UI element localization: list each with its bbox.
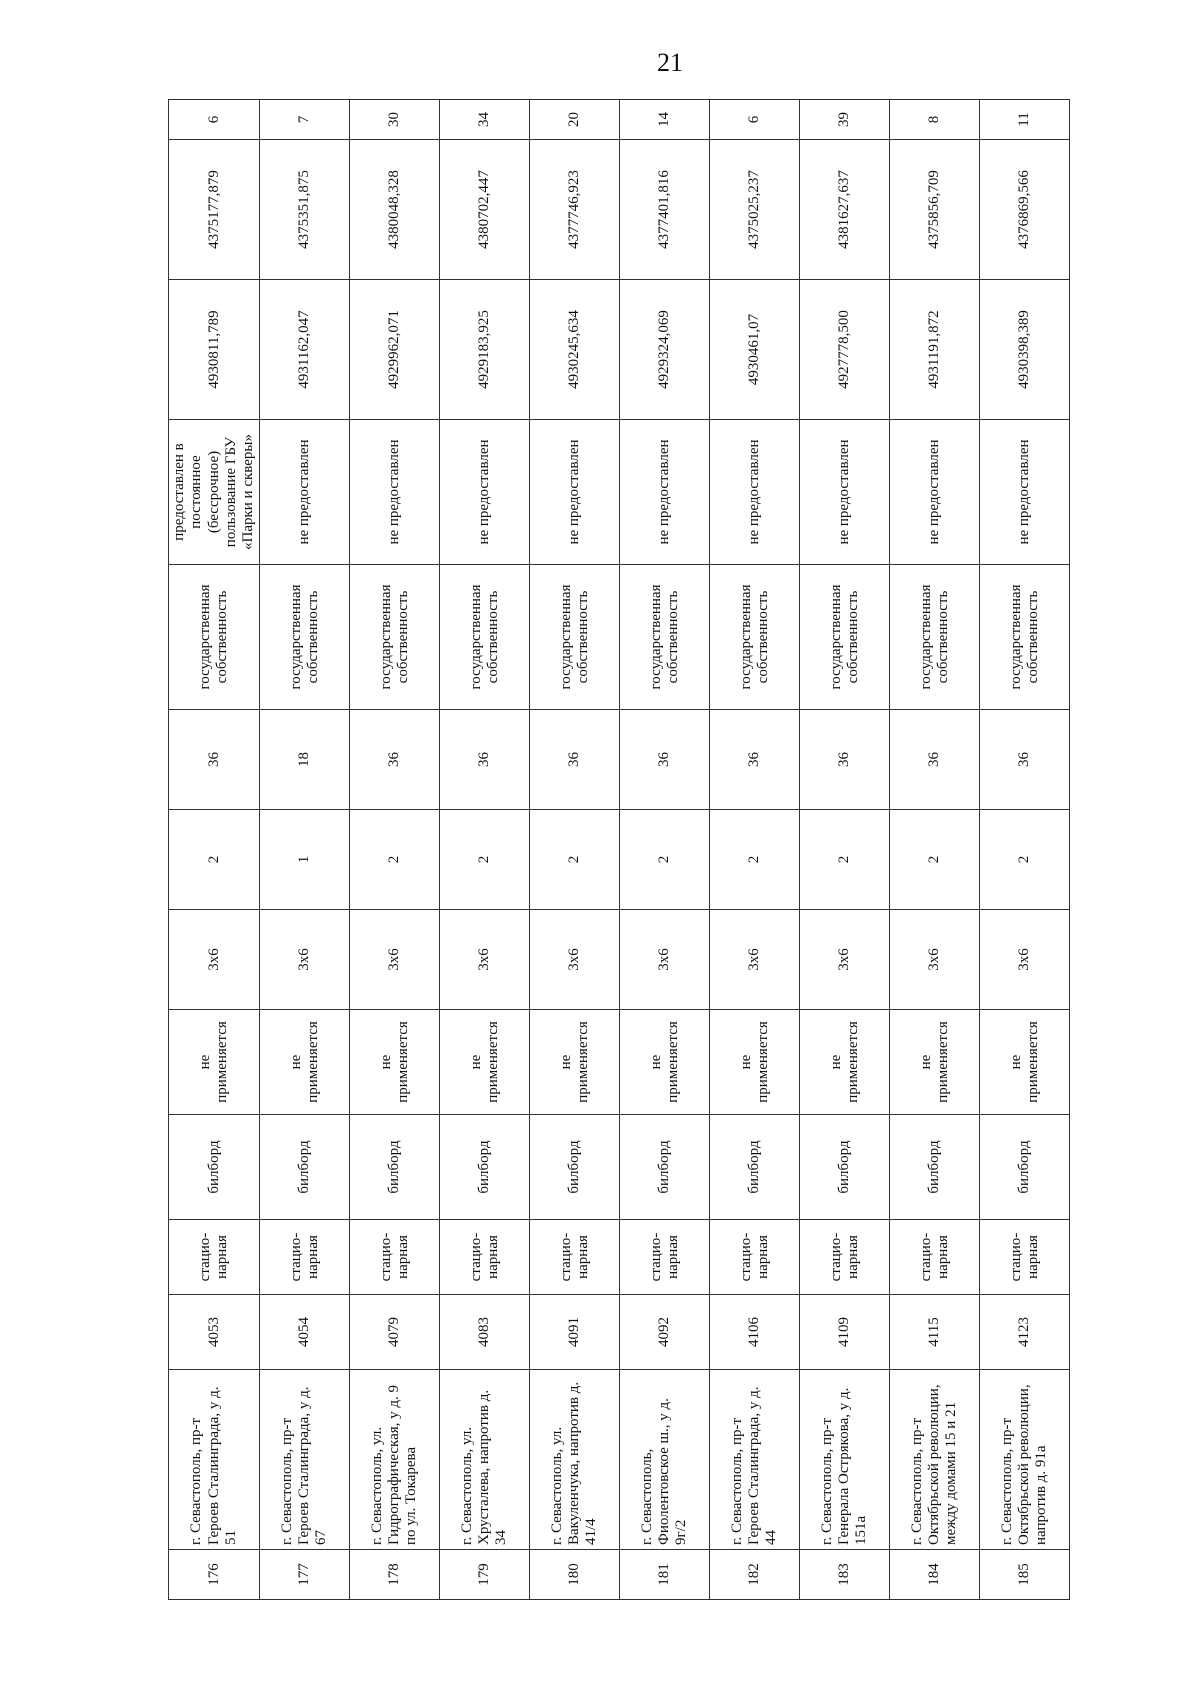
construction-type: билборд xyxy=(620,1115,710,1220)
coord-y: 4375351,875 xyxy=(260,140,350,280)
technology: не применяется xyxy=(169,1010,260,1115)
land-usage: не предоставлен xyxy=(350,420,440,565)
land-usage: предоставлен в постоянное (бессрочное) пользование ГБУ «Парки и скверы» xyxy=(169,420,260,565)
sides-count: 2 xyxy=(530,810,620,910)
coord-y: 4377746,923 xyxy=(530,140,620,280)
construction-type: билборд xyxy=(260,1115,350,1220)
zone-number: 6 xyxy=(169,100,260,140)
sides-count: 2 xyxy=(980,810,1070,910)
placement-id: 4091 xyxy=(530,1295,620,1370)
size: 3х6 xyxy=(350,910,440,1010)
placement-id: 4079 xyxy=(350,1295,440,1370)
row-number: 182 xyxy=(710,1550,800,1600)
address-cell: г. Севастополь, пр-т Героев Сталинграда, у д. 67 xyxy=(260,1370,350,1550)
area: 36 xyxy=(800,710,890,810)
ownership: государственная собственность xyxy=(440,565,530,710)
area: 36 xyxy=(440,710,530,810)
technology: не применяется xyxy=(620,1010,710,1115)
placement-id: 4123 xyxy=(980,1295,1070,1370)
technology: не применяется xyxy=(530,1010,620,1115)
row-number: 181 xyxy=(620,1550,710,1600)
area: 36 xyxy=(620,710,710,810)
table-row xyxy=(710,100,800,1600)
ownership: государственная собственность xyxy=(890,565,980,710)
address-cell: г. Севастополь, пр-т Октябрьской революции, между домами 15 и 21 xyxy=(890,1370,980,1550)
coord-x: 4929324,069 xyxy=(620,280,710,420)
row-number: 177 xyxy=(260,1550,350,1600)
address-cell: г. Севастополь, Фиолентовское ш., у д. 9г/2 xyxy=(620,1370,710,1550)
sides-count: 2 xyxy=(440,810,530,910)
area: 36 xyxy=(710,710,800,810)
table-row xyxy=(169,100,260,1600)
coord-y: 4377401,816 xyxy=(620,140,710,280)
ownership: государственная собственность xyxy=(169,565,260,710)
placement-id: 4083 xyxy=(440,1295,530,1370)
zone-number: 8 xyxy=(890,100,980,140)
area: 36 xyxy=(890,710,980,810)
row-number: 180 xyxy=(530,1550,620,1600)
placement-kind: стацио-нарная xyxy=(620,1220,710,1295)
placement-kind: стацио-нарная xyxy=(530,1220,620,1295)
size: 3х6 xyxy=(980,910,1070,1010)
construction-type: билборд xyxy=(440,1115,530,1220)
technology: не применяется xyxy=(350,1010,440,1115)
row-number: 179 xyxy=(440,1550,530,1600)
construction-type: билборд xyxy=(169,1115,260,1220)
sides-count: 2 xyxy=(169,810,260,910)
area: 36 xyxy=(169,710,260,810)
coord-x: 4931162,047 xyxy=(260,280,350,420)
construction-type: билборд xyxy=(530,1115,620,1220)
address-cell: г. Севастополь, пр-т Героев Сталинграда, у д. 44 xyxy=(710,1370,800,1550)
coord-y: 4380048,328 xyxy=(350,140,440,280)
placement-id: 4106 xyxy=(710,1295,800,1370)
placement-id: 4053 xyxy=(169,1295,260,1370)
placement-id: 4054 xyxy=(260,1295,350,1370)
table-row xyxy=(620,100,710,1600)
table-row xyxy=(530,100,620,1600)
size: 3х6 xyxy=(530,910,620,1010)
ownership: государственная собственность xyxy=(710,565,800,710)
zone-number: 6 xyxy=(710,100,800,140)
area: 36 xyxy=(530,710,620,810)
coord-y: 4376869,566 xyxy=(980,140,1070,280)
construction-type: билборд xyxy=(890,1115,980,1220)
table-row xyxy=(260,100,350,1600)
ownership: государственная собственность xyxy=(620,565,710,710)
zone-number: 39 xyxy=(800,100,890,140)
coord-y: 4375856,709 xyxy=(890,140,980,280)
size: 3х6 xyxy=(169,910,260,1010)
row-number: 176 xyxy=(169,1550,260,1600)
row-number: 184 xyxy=(890,1550,980,1600)
technology: не применяется xyxy=(890,1010,980,1115)
zone-number: 7 xyxy=(260,100,350,140)
table-row xyxy=(800,100,890,1600)
address-cell: г. Севастополь, ул. Вакуленчука, напротив д. 41/4 xyxy=(530,1370,620,1550)
technology: не применяется xyxy=(980,1010,1070,1115)
ownership: государственная собственность xyxy=(260,565,350,710)
technology: не применяется xyxy=(800,1010,890,1115)
construction-type: билборд xyxy=(980,1115,1070,1220)
size: 3х6 xyxy=(800,910,890,1010)
table-body xyxy=(169,100,1070,1600)
land-usage: не предоставлен xyxy=(260,420,350,565)
row-number: 178 xyxy=(350,1550,440,1600)
land-usage: не предоставлен xyxy=(890,420,980,565)
area: 18 xyxy=(260,710,350,810)
technology: не применяется xyxy=(440,1010,530,1115)
coord-x: 4930245,634 xyxy=(530,280,620,420)
technology: не применяется xyxy=(260,1010,350,1115)
area: 36 xyxy=(980,710,1070,810)
sides-count: 2 xyxy=(890,810,980,910)
address-cell: г. Севастополь, пр-т Героев Сталинграда, у д. 51 xyxy=(169,1370,260,1550)
coord-x: 4931191,872 xyxy=(890,280,980,420)
placement-id: 4092 xyxy=(620,1295,710,1370)
construction-type: билборд xyxy=(350,1115,440,1220)
coord-x: 4930461,07 xyxy=(710,280,800,420)
rotated-table-wrapper xyxy=(168,100,1068,1600)
coord-x: 4930398,389 xyxy=(980,280,1070,420)
coord-x: 4929962,071 xyxy=(350,280,440,420)
address-cell: г. Севастополь, пр-т Октябрьской революции, напротив д. 91а xyxy=(980,1370,1070,1550)
coord-y: 4380702,447 xyxy=(440,140,530,280)
table-row xyxy=(980,100,1070,1600)
sides-count: 2 xyxy=(350,810,440,910)
construction-type: билборд xyxy=(710,1115,800,1220)
zone-number: 20 xyxy=(530,100,620,140)
coord-x: 4927778,500 xyxy=(800,280,890,420)
ownership: государственная собственность xyxy=(800,565,890,710)
placement-kind: стацио-нарная xyxy=(260,1220,350,1295)
size: 3х6 xyxy=(890,910,980,1010)
placement-kind: стацио-нарная xyxy=(169,1220,260,1295)
sides-count: 2 xyxy=(800,810,890,910)
size: 3х6 xyxy=(440,910,530,1010)
zone-number: 30 xyxy=(350,100,440,140)
address-cell: г. Севастополь, пр-т Генерала Острякова, у д. 151а xyxy=(800,1370,890,1550)
technology: не применяется xyxy=(710,1010,800,1115)
coord-y: 4381627,637 xyxy=(800,140,890,280)
land-usage: не предоставлен xyxy=(800,420,890,565)
sides-count: 1 xyxy=(260,810,350,910)
placement-kind: стацио-нарная xyxy=(800,1220,890,1295)
placement-kind: стацио-нарная xyxy=(890,1220,980,1295)
size: 3х6 xyxy=(620,910,710,1010)
area: 36 xyxy=(350,710,440,810)
placement-id: 4109 xyxy=(800,1295,890,1370)
land-usage: не предоставлен xyxy=(620,420,710,565)
address-cell: г. Севастополь, ул. Гидрографическая, у д. 9 по ул. Токарева xyxy=(350,1370,440,1550)
coord-y: 4375025,237 xyxy=(710,140,800,280)
ownership: государственная собственность xyxy=(530,565,620,710)
coord-y: 4375177,879 xyxy=(169,140,260,280)
coord-x: 4929183,925 xyxy=(440,280,530,420)
size: 3х6 xyxy=(260,910,350,1010)
placement-kind: стацио-нарная xyxy=(350,1220,440,1295)
address-cell: г. Севастополь, ул. Хрусталева, напротив д. 34 xyxy=(440,1370,530,1550)
placement-kind: стацио-нарная xyxy=(710,1220,800,1295)
page-number: 21 xyxy=(657,48,683,77)
placement-kind: стацио-нарная xyxy=(440,1220,530,1295)
land-usage: не предоставлен xyxy=(440,420,530,565)
zone-number: 34 xyxy=(440,100,530,140)
sides-count: 2 xyxy=(620,810,710,910)
ownership: государственная собственность xyxy=(350,565,440,710)
table-row xyxy=(440,100,530,1600)
row-number: 185 xyxy=(980,1550,1070,1600)
zone-number: 14 xyxy=(620,100,710,140)
coord-x: 4930811,789 xyxy=(169,280,260,420)
ownership: государственная собственность xyxy=(980,565,1070,710)
table-row xyxy=(890,100,980,1600)
row-number: 183 xyxy=(800,1550,890,1600)
construction-type: билборд xyxy=(800,1115,890,1220)
sides-count: 2 xyxy=(710,810,800,910)
land-usage: не предоставлен xyxy=(530,420,620,565)
placement-id: 4115 xyxy=(890,1295,980,1370)
land-usage: не предоставлен xyxy=(980,420,1070,565)
placement-table xyxy=(168,99,1070,1600)
zone-number: 11 xyxy=(980,100,1070,140)
land-usage: не предоставлен xyxy=(710,420,800,565)
size: 3х6 xyxy=(710,910,800,1010)
table-row xyxy=(350,100,440,1600)
placement-kind: стацио-нарная xyxy=(980,1220,1070,1295)
